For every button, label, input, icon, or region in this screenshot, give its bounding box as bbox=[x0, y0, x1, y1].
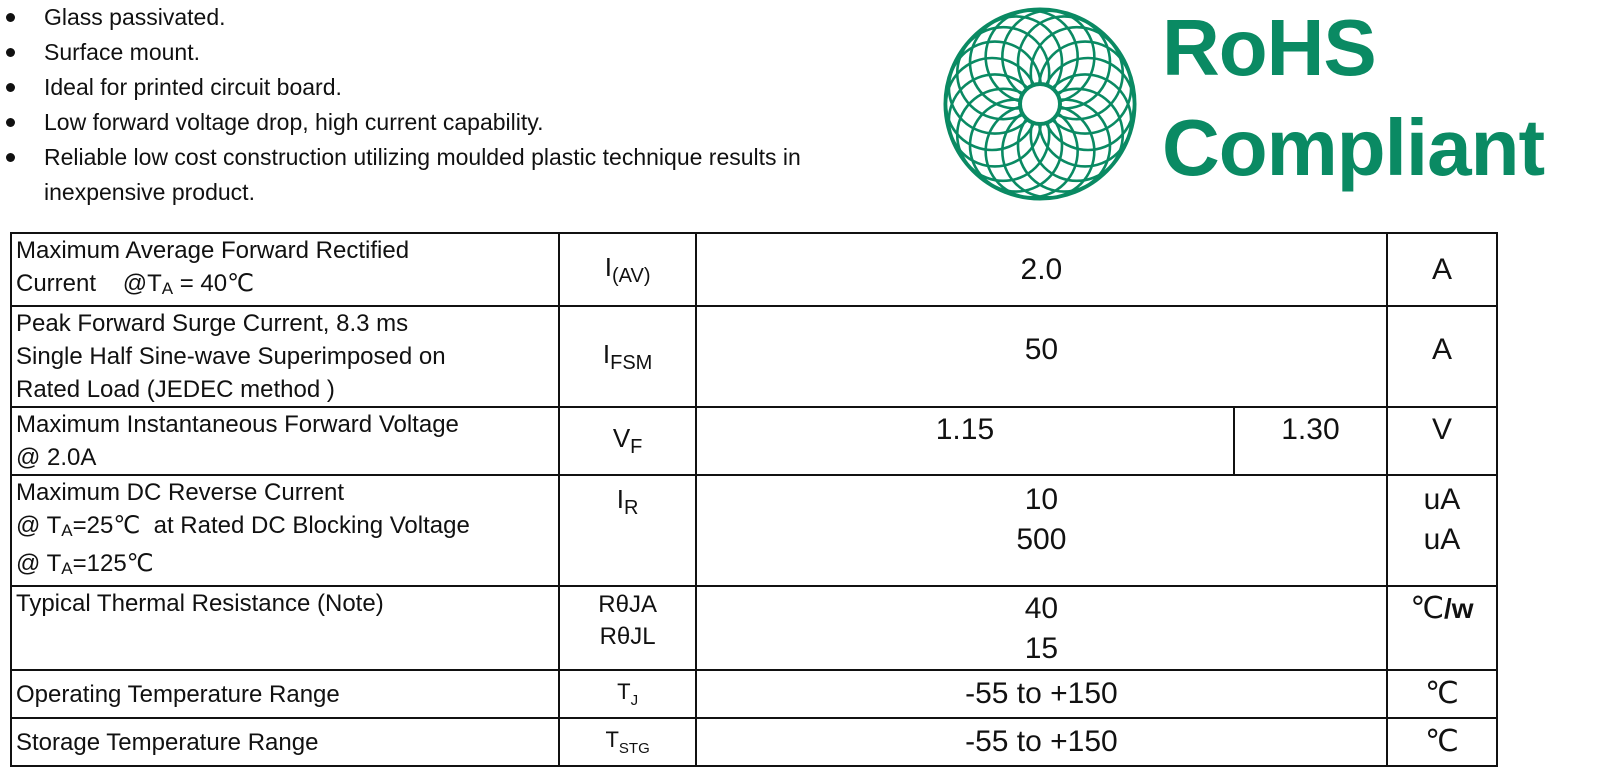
value-cell bbox=[1234, 407, 1387, 475]
feature-item bbox=[0, 35, 910, 70]
unit-cell bbox=[1387, 718, 1497, 766]
unit-text: A bbox=[1431, 252, 1452, 286]
unit-text: ℃ bbox=[1410, 592, 1445, 625]
table-row bbox=[11, 718, 1497, 766]
value-cell bbox=[696, 407, 1234, 475]
value-cell bbox=[696, 718, 1387, 766]
symbol-cell bbox=[559, 407, 696, 475]
parameter-subscript: A bbox=[161, 279, 174, 298]
table-row bbox=[11, 586, 1497, 670]
table-row bbox=[11, 475, 1497, 586]
parameter-text: Storage Temperature Range bbox=[16, 728, 319, 756]
unit-text: uA bbox=[1423, 523, 1461, 556]
unit-text: ℃ bbox=[1425, 677, 1459, 710]
symbol-text: V bbox=[612, 423, 631, 453]
value-text: 15 bbox=[1024, 632, 1059, 665]
parameter-text: Current @T bbox=[16, 270, 162, 297]
value-cell bbox=[696, 475, 1387, 586]
symbol-cell bbox=[559, 306, 696, 407]
parameter-text: Peak Forward Surge Current, 8.3 ms bbox=[16, 310, 409, 337]
value-text: -55 to +150 bbox=[965, 677, 1118, 710]
symbol-cell bbox=[559, 233, 696, 306]
rohs-subtitle: Compliant bbox=[1162, 103, 1545, 192]
parameter-text: Single Half Sine-wave Superimposed on bbox=[16, 343, 446, 370]
bullet-icon bbox=[6, 153, 15, 162]
parameter-text: Rated Load (JEDEC method ) bbox=[16, 376, 335, 403]
symbol-subscript: F bbox=[630, 436, 643, 458]
value-text: 2.0 bbox=[1020, 252, 1063, 286]
parameter-subscript: A bbox=[61, 521, 73, 540]
value-text: -55 to +150 bbox=[965, 725, 1118, 758]
symbol-text: I bbox=[602, 338, 611, 369]
unit-cell bbox=[1387, 475, 1497, 586]
parameter-text: =125℃ bbox=[72, 550, 154, 577]
feature-text: Reliable low cost construction utilizing moulded plastic technique results in inexpensive product. bbox=[44, 144, 801, 205]
feature-text: Ideal for printed circuit board. bbox=[44, 74, 342, 100]
symbol-subscript: STG bbox=[618, 740, 650, 757]
symbol-subscript: (AV) bbox=[611, 264, 651, 287]
unit-cell bbox=[1387, 586, 1497, 670]
parameter-cell bbox=[11, 233, 559, 306]
unit-cell bbox=[1387, 306, 1497, 407]
feature-item bbox=[0, 0, 910, 35]
unit-text: uA bbox=[1423, 483, 1461, 516]
parameter-text: Operating Temperature Range bbox=[16, 680, 340, 708]
symbol-cell bbox=[559, 670, 696, 718]
symbol-text: T bbox=[617, 679, 631, 704]
value-cell bbox=[696, 306, 1387, 407]
value-text: 1.30 bbox=[1281, 413, 1340, 446]
features-list bbox=[0, 0, 910, 210]
bullet-icon bbox=[6, 83, 15, 92]
parameter-text: = 40℃ bbox=[173, 270, 255, 297]
unit-cell bbox=[1387, 407, 1497, 475]
bullet-icon bbox=[6, 13, 15, 22]
bullet-icon bbox=[6, 118, 15, 127]
value-text: 1.15 bbox=[935, 413, 995, 446]
parameter-text: Maximum Instantaneous Forward Voltage bbox=[16, 411, 459, 438]
unit-text: A bbox=[1431, 332, 1452, 366]
value-cell bbox=[696, 586, 1387, 670]
parameter-text: Maximum Average Forward Rectified bbox=[16, 237, 410, 264]
symbol-text: I bbox=[616, 484, 624, 514]
symbol-cell bbox=[559, 586, 696, 670]
table-row bbox=[11, 306, 1497, 407]
symbol-text: T bbox=[605, 727, 619, 752]
parameter-cell bbox=[11, 586, 559, 670]
table-row bbox=[11, 407, 1497, 475]
feature-text: Surface mount. bbox=[44, 39, 200, 65]
parameter-cell bbox=[11, 475, 559, 586]
parameter-text: @ T bbox=[16, 512, 62, 539]
parameter-cell bbox=[11, 407, 559, 475]
parameter-cell bbox=[11, 670, 559, 718]
feature-item bbox=[0, 105, 910, 140]
parameter-text: @ T bbox=[16, 550, 62, 577]
value-text: 10 bbox=[1024, 483, 1059, 516]
unit-text: V bbox=[1431, 413, 1452, 446]
feature-text: Low forward voltage drop, high current capability. bbox=[44, 109, 544, 135]
rohs-title: RoHS bbox=[1162, 3, 1376, 92]
rosette-center bbox=[1020, 84, 1060, 124]
unit-cell bbox=[1387, 670, 1497, 718]
parameter-text: Maximum DC Reverse Current bbox=[16, 479, 345, 506]
symbol-text: RθJL bbox=[599, 623, 656, 650]
parameter-text: Typical Thermal Resistance (Note) bbox=[16, 590, 384, 617]
ratings-table bbox=[10, 232, 1498, 767]
value-cell bbox=[696, 233, 1387, 306]
table-row bbox=[11, 233, 1497, 306]
parameter-cell bbox=[11, 718, 559, 766]
value-cell bbox=[696, 670, 1387, 718]
value-text: 500 bbox=[1016, 523, 1067, 556]
parameter-subscript: A bbox=[61, 559, 73, 578]
symbol-subscript: FSM bbox=[610, 351, 653, 374]
bullet-icon bbox=[6, 48, 15, 57]
parameter-text: =25℃ at Rated DC Blocking Voltage bbox=[72, 512, 470, 539]
parameter-text: @ 2.0A bbox=[16, 444, 97, 471]
table-row bbox=[11, 670, 1497, 718]
unit-cell bbox=[1387, 233, 1497, 306]
value-text: 40 bbox=[1024, 592, 1059, 625]
feature-text: Glass passivated. bbox=[44, 4, 226, 30]
unit-text: ℃ bbox=[1425, 725, 1459, 758]
feature-item bbox=[0, 140, 894, 210]
feature-item bbox=[0, 70, 910, 105]
symbol-text: I bbox=[604, 251, 612, 282]
rohs-logo bbox=[940, 4, 1590, 204]
symbol-subscript: R bbox=[624, 497, 639, 519]
symbol-subscript: J bbox=[630, 692, 639, 709]
rohs-rosette-icon bbox=[940, 4, 1140, 204]
symbol-cell bbox=[559, 475, 696, 586]
value-text: 50 bbox=[1024, 332, 1059, 366]
symbol-text: RθJA bbox=[598, 591, 657, 618]
symbol-cell bbox=[559, 718, 696, 766]
parameter-cell bbox=[11, 306, 559, 407]
unit-text: /w bbox=[1444, 593, 1474, 624]
